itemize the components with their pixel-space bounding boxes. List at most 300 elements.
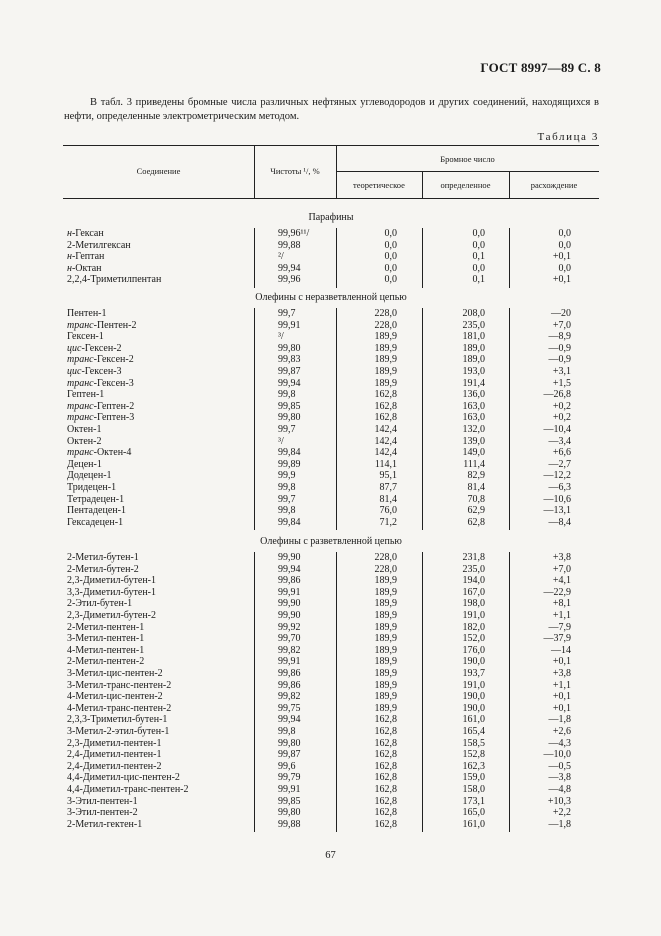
difference-value: —10,6 — [543, 493, 571, 505]
table-row — [63, 772, 599, 784]
difference-value: —4,8 — [548, 784, 571, 795]
table-row — [63, 784, 599, 796]
difference-value: +7,0 — [552, 563, 571, 575]
compound-prefix: транс- — [67, 354, 97, 366]
compound-name — [67, 738, 161, 750]
difference-value: +0,2 — [552, 400, 571, 412]
theoretical-value: 162,8 — [374, 760, 397, 772]
compound-name — [67, 366, 122, 378]
purity-value: 99,90 — [278, 552, 301, 563]
purity-value: 99,88 — [278, 818, 301, 830]
difference-value: —8,4 — [548, 516, 571, 528]
theoretical-value: 76,0 — [379, 505, 397, 517]
table-row — [63, 703, 599, 715]
compound-base-name: Пентадецен-1 — [67, 505, 126, 517]
compound-base-name: Октен-1 — [67, 424, 102, 435]
determined-value: 198,0 — [462, 598, 485, 610]
compound-name — [67, 263, 102, 275]
difference-value: 0,0 — [558, 228, 571, 239]
determined-value: 191,4 — [462, 377, 485, 389]
compound-base-name: Гексен-1 — [67, 331, 104, 343]
theoretical-value: 189,9 — [374, 377, 397, 389]
determined-value: 182,0 — [462, 621, 485, 633]
table-row — [63, 552, 599, 564]
section-title: Парафины — [308, 212, 354, 223]
table-row — [63, 447, 599, 459]
difference-value: —20 — [551, 308, 571, 319]
compound-prefix: транс- — [67, 447, 97, 459]
theoretical-value: 189,9 — [374, 644, 397, 656]
compound-name — [67, 691, 163, 703]
compound-name — [67, 251, 104, 263]
theoretical-value: 162,8 — [374, 795, 397, 807]
difference-value: +3,8 — [552, 552, 571, 563]
compound-prefix: н- — [67, 228, 76, 239]
determined-value: 173,1 — [462, 795, 485, 807]
table-row — [63, 807, 599, 819]
compound-base-name: 3-Метил-пентен-1 — [67, 633, 145, 645]
determined-value: 136,0 — [462, 389, 485, 401]
table-row — [63, 378, 599, 390]
page-number: 67 — [325, 850, 336, 861]
purity-value: 99,91 — [278, 319, 301, 331]
determined-value: 181,0 — [462, 331, 485, 343]
theoretical-value: 189,9 — [374, 668, 397, 679]
compound-name — [67, 308, 107, 320]
compound-base-name: 2,2,4-Триметилпентан — [67, 274, 162, 286]
difference-value: —1,8 — [548, 818, 571, 830]
difference-value: +0,1 — [552, 691, 571, 703]
compound-base-name: Гексадецен-1 — [67, 516, 124, 528]
compound-name — [67, 807, 138, 819]
purity-value: 99,90 — [278, 610, 301, 621]
theoretical-value: 189,9 — [374, 621, 397, 633]
purity-value: 99,79 — [278, 772, 301, 784]
compound-name — [67, 703, 171, 715]
determined-value: 0,0 — [472, 262, 485, 274]
compound-name — [67, 459, 102, 471]
determined-value: 111,4 — [463, 458, 485, 470]
compound-base-name: Тридецен-1 — [67, 482, 117, 493]
compound-base-name: 2,3-Диметил-бутен-2 — [67, 610, 157, 621]
determined-value: 158,0 — [462, 784, 485, 795]
compound-base-name: Пентен-2 — [96, 319, 137, 331]
table-row — [63, 726, 599, 738]
theoretical-value: 162,8 — [374, 807, 397, 819]
compound-base-name: Гексен-3 — [96, 377, 134, 389]
determined-value: 161,0 — [462, 818, 485, 830]
determined-value: 193,7 — [462, 668, 485, 679]
compound-name — [67, 656, 144, 668]
theoretical-value: 189,9 — [374, 633, 397, 645]
purity-value: 99,8 — [278, 726, 296, 737]
purity-value: 99,8 — [278, 389, 296, 401]
purity-value: 99,91 — [278, 586, 301, 598]
purity-value: 99,80 — [278, 342, 301, 354]
theoretical-value: 189,9 — [374, 702, 397, 714]
compound-name — [67, 482, 116, 494]
section-title: Олефины с разветвленной цепью — [260, 536, 402, 547]
difference-value: +0,1 — [552, 274, 571, 286]
compound-name — [67, 784, 189, 796]
purity-value: 99,9 — [278, 470, 296, 482]
compound-base-name: Децен-1 — [67, 458, 102, 470]
purity-value: 99,85 — [278, 795, 301, 807]
theoretical-value: 189,9 — [374, 354, 397, 366]
theoretical-value: 142,4 — [374, 435, 397, 447]
difference-value: +0,1 — [552, 251, 571, 263]
theoretical-value: 162,8 — [374, 749, 397, 761]
table-row — [63, 366, 599, 378]
determined-value: 165,4 — [462, 726, 485, 737]
compound-base-name: 4,4-Диметил-цис-пентен-2 — [67, 772, 180, 784]
compound-name — [67, 772, 180, 784]
difference-value: 0,0 — [558, 262, 571, 274]
determined-value: 0,0 — [472, 239, 485, 251]
compound-base-name: Пентен-1 — [67, 308, 107, 319]
determined-value: 82,9 — [467, 470, 485, 482]
purity-value: 99,94 — [278, 714, 301, 726]
difference-value: —8,9 — [548, 331, 571, 343]
compound-name — [67, 598, 132, 610]
determined-value: 235,0 — [462, 563, 485, 575]
theoretical-value: 189,9 — [374, 331, 397, 343]
determined-value: 189,0 — [462, 342, 485, 354]
purity-value: 99,92 — [278, 621, 301, 633]
purity-value: 99,87 — [278, 749, 301, 761]
determined-value: 231,8 — [462, 552, 485, 563]
purity-value: 99,82 — [278, 644, 301, 656]
compound-base-name: 2,4-Диметил-пентен-1 — [67, 749, 162, 761]
compound-name — [67, 517, 123, 529]
theoretical-value: 114,1 — [374, 458, 397, 470]
column-theoretical: теоретическое — [353, 180, 405, 190]
table-row — [63, 598, 599, 610]
compound-base-name: 2-Метил-бутен-2 — [67, 563, 139, 575]
purity-value: 99,91 — [278, 784, 301, 795]
compound-name — [67, 575, 156, 587]
compound-name — [67, 552, 139, 564]
table-row — [63, 645, 599, 657]
compound-name — [67, 761, 161, 773]
compound-name — [67, 680, 171, 692]
compound-name — [67, 796, 138, 808]
purity-value: 99,96 — [278, 274, 301, 286]
compound-name — [67, 587, 156, 599]
table-row — [63, 308, 599, 320]
compound-prefix: транс- — [67, 400, 97, 412]
difference-value: —0,9 — [548, 342, 571, 354]
determined-value: 193,0 — [462, 366, 485, 377]
table-row — [63, 343, 599, 355]
intro-paragraph — [64, 96, 599, 124]
compound-base-name: 3-Метил-цис-пентен-2 — [67, 668, 163, 679]
table-row — [63, 610, 599, 622]
compound-name — [67, 412, 134, 424]
purity-value: 99,84 — [278, 516, 301, 528]
compound-base-name: 2-Метил-пентен-1 — [67, 621, 145, 633]
theoretical-value: 162,8 — [374, 714, 397, 726]
theoretical-value: 189,9 — [374, 598, 397, 610]
theoretical-value: 189,9 — [374, 586, 397, 598]
purity-value: 99,82 — [278, 691, 301, 703]
table-row — [63, 738, 599, 750]
difference-value: —3,8 — [548, 772, 571, 784]
compound-base-name: Гептен-1 — [67, 389, 105, 401]
compound-name — [67, 424, 101, 436]
purity-value: 99,85 — [278, 400, 301, 412]
compound-base-name: Октен-2 — [67, 435, 102, 447]
theoretical-value: 0,0 — [384, 239, 397, 251]
compound-name — [67, 494, 124, 506]
theoretical-value: 162,8 — [374, 389, 397, 401]
purity-value: 99,88 — [278, 239, 301, 251]
determined-value: 0,1 — [472, 274, 485, 286]
table-header — [63, 145, 599, 199]
determined-value: 163,0 — [462, 400, 485, 412]
theoretical-value: 228,0 — [374, 552, 397, 563]
table-row — [63, 680, 599, 692]
purity-value: 99,96¹¹/ — [278, 228, 310, 239]
compound-base-name: Октан — [75, 262, 102, 274]
determined-value: 162,3 — [462, 760, 485, 772]
purity-value: 99,80 — [278, 412, 301, 424]
compound-base-name: 3-Этил-пентен-1 — [67, 795, 138, 807]
theoretical-value: 0,0 — [384, 274, 397, 286]
determined-value: 81,4 — [467, 482, 485, 493]
determined-value: 190,0 — [462, 702, 485, 714]
table-row — [63, 482, 599, 494]
column-determined: определенное — [440, 180, 491, 190]
theoretical-value: 189,9 — [374, 679, 397, 691]
intro-text: В табл. 3 приведены бромные числа различных нефтяных углеводородов и других соединений, находящихся в нефти, определенные электрометрическим методом. — [64, 97, 599, 122]
difference-value: +1,1 — [552, 610, 571, 621]
table-row — [63, 761, 599, 773]
purity-value: 99,7 — [278, 308, 296, 319]
difference-value: —10,0 — [543, 749, 571, 761]
table-row — [63, 263, 599, 275]
theoretical-value: 189,9 — [374, 656, 397, 668]
determined-value: 152,0 — [462, 633, 485, 645]
compound-base-name: 4-Метил-пентен-1 — [67, 644, 145, 656]
difference-value: +1,1 — [552, 679, 571, 691]
compound-name — [67, 331, 104, 343]
determined-value: 0,0 — [472, 228, 485, 239]
table-row — [63, 819, 599, 831]
purity-value: ²/ — [278, 251, 284, 263]
determined-value: 158,5 — [462, 737, 485, 749]
purity-value: 99,89 — [278, 458, 301, 470]
compound-prefix: транс- — [67, 377, 97, 389]
determined-value: 191,0 — [462, 679, 485, 691]
purity-value: 99,86 — [278, 668, 301, 679]
purity-value: 99,6 — [278, 760, 296, 772]
purity-value: 99,75 — [278, 702, 301, 714]
determined-value: 149,0 — [462, 447, 485, 459]
difference-value: —0,5 — [548, 760, 571, 772]
column-difference: расхождение — [530, 180, 578, 190]
table-row — [63, 251, 599, 263]
theoretical-value: 189,9 — [374, 366, 397, 377]
purity-value: 99,90 — [278, 598, 301, 610]
compound-name — [67, 228, 104, 240]
column-purity: Чистоты ¹/, % — [270, 166, 320, 176]
compound-name — [67, 470, 112, 482]
compound-base-name: Гептен-2 — [96, 400, 135, 412]
purity-value: ³/ — [278, 435, 284, 447]
compound-base-name: 3,3-Диметил-бутен-1 — [67, 586, 157, 598]
compound-name — [67, 714, 167, 726]
difference-value: —6,3 — [548, 482, 571, 493]
purity-value: 99,70 — [278, 633, 301, 645]
compound-name — [67, 645, 144, 657]
theoretical-value: 0,0 — [384, 228, 397, 239]
compound-base-name: Додецен-1 — [67, 470, 112, 482]
theoretical-value: 142,4 — [374, 447, 397, 459]
column-bromine: Бромное число — [440, 154, 495, 164]
table-row — [63, 459, 599, 471]
compound-base-name: 3-Этил-пентен-2 — [67, 807, 138, 819]
difference-value: +3,1 — [552, 366, 571, 377]
table-row — [63, 331, 599, 343]
theoretical-value: 189,9 — [374, 691, 397, 703]
difference-value: +2,2 — [552, 807, 571, 819]
compound-name — [67, 343, 122, 355]
compound-base-name: 2-Метил-пентен-2 — [67, 656, 145, 668]
difference-value: +4,1 — [552, 575, 571, 587]
compound-name — [67, 610, 156, 622]
compound-base-name: Гептен-3 — [96, 412, 135, 424]
theoretical-value: 162,8 — [374, 772, 397, 784]
table-row — [63, 796, 599, 808]
theoretical-value: 81,4 — [379, 493, 397, 505]
table-row — [63, 564, 599, 576]
theoretical-value: 162,8 — [374, 400, 397, 412]
purity-value: 99,86 — [278, 575, 301, 587]
theoretical-value: 162,8 — [374, 784, 397, 795]
compound-name — [67, 749, 161, 761]
determined-value: 194,0 — [462, 575, 485, 587]
purity-value: 99,8 — [278, 505, 296, 517]
compound-prefix: транс- — [67, 319, 97, 331]
determined-value: 189,0 — [462, 354, 485, 366]
compound-base-name: Тетрадецен-1 — [67, 493, 125, 505]
difference-value: —37,9 — [543, 633, 571, 645]
table-row — [63, 424, 599, 436]
table-row — [63, 389, 599, 401]
compound-base-name: 2,4-Диметил-пентен-2 — [67, 760, 162, 772]
determined-value: 0,1 — [472, 251, 485, 263]
compound-base-name: 3-Метил-транс-пентен-2 — [67, 679, 172, 691]
purity-value: 99,87 — [278, 366, 301, 377]
determined-value: 165,0 — [462, 807, 485, 819]
table-row — [63, 714, 599, 726]
theoretical-value: 189,9 — [374, 610, 397, 621]
table-row — [63, 668, 599, 680]
purity-value: 99,94 — [278, 377, 301, 389]
compound-name — [67, 436, 101, 448]
difference-value: +8,1 — [552, 598, 571, 610]
table-label: Таблица 3 — [537, 131, 599, 143]
difference-value: —26,8 — [543, 389, 571, 401]
difference-value: +10,3 — [547, 795, 571, 807]
theoretical-value: 95,1 — [379, 470, 397, 482]
theoretical-value: 162,8 — [374, 737, 397, 749]
theoretical-value: 228,0 — [374, 319, 397, 331]
compound-name — [67, 726, 169, 738]
difference-value: 0,0 — [558, 239, 571, 251]
column-compound: Соединение — [136, 166, 181, 176]
determined-value: 139,0 — [462, 435, 485, 447]
compound-base-name: 4,4-Диметил-транс-пентен-2 — [67, 784, 189, 795]
determined-value: 62,8 — [467, 516, 485, 528]
table-row — [63, 240, 599, 252]
compound-base-name: Октен-4 — [96, 447, 132, 459]
table-row — [63, 622, 599, 634]
table-row — [63, 749, 599, 761]
determined-value: 191,0 — [462, 610, 485, 621]
compound-prefix: н- — [67, 262, 76, 274]
compound-base-name: 3-Метил-2-этил-бутен-1 — [67, 726, 170, 737]
difference-value: +7,0 — [552, 319, 571, 331]
difference-value: —14 — [551, 644, 571, 656]
table-row — [63, 517, 599, 529]
compound-prefix: н- — [67, 251, 76, 263]
compound-prefix: цис- — [67, 342, 85, 354]
compound-prefix: транс- — [67, 412, 97, 424]
table-row — [63, 691, 599, 703]
theoretical-value: 162,8 — [374, 818, 397, 830]
purity-value: 99,80 — [278, 807, 301, 819]
table-row — [63, 575, 599, 587]
theoretical-value: 162,8 — [374, 412, 397, 424]
compound-base-name: Гептан — [75, 251, 105, 263]
difference-value: —4,3 — [548, 737, 571, 749]
theoretical-value: 71,2 — [379, 516, 397, 528]
theoretical-value: 228,0 — [374, 563, 397, 575]
compound-name — [67, 447, 131, 459]
table-row — [63, 354, 599, 366]
compound-name — [67, 389, 104, 401]
compound-name — [67, 378, 134, 390]
difference-value: +0,2 — [552, 412, 571, 424]
table-row — [63, 274, 599, 286]
compound-prefix: цис- — [67, 366, 85, 377]
compound-name — [67, 401, 134, 413]
section-title: Олефины с неразветвленной цепью — [255, 292, 407, 303]
compound-base-name: Гексен-2 — [84, 342, 122, 354]
purity-value: 99,94 — [278, 262, 301, 274]
difference-value: —13,1 — [543, 505, 571, 517]
table-row — [63, 436, 599, 448]
table-row — [63, 401, 599, 413]
compound-name — [67, 564, 139, 576]
theoretical-value: 228,0 — [374, 308, 397, 319]
purity-value: 99,80 — [278, 737, 301, 749]
compound-base-name: 2,3-Диметил-бутен-1 — [67, 575, 157, 587]
determined-value: 161,0 — [462, 714, 485, 726]
determined-value: 176,0 — [462, 644, 485, 656]
determined-value: 132,0 — [462, 424, 485, 435]
purity-value: ³/ — [278, 331, 284, 343]
table-row — [63, 494, 599, 506]
table-row — [63, 412, 599, 424]
difference-value: +0,1 — [552, 656, 571, 668]
difference-value: +3,8 — [552, 668, 571, 679]
difference-value: +6,6 — [552, 447, 571, 459]
compound-name — [67, 819, 142, 831]
theoretical-value: 87,7 — [379, 482, 397, 493]
